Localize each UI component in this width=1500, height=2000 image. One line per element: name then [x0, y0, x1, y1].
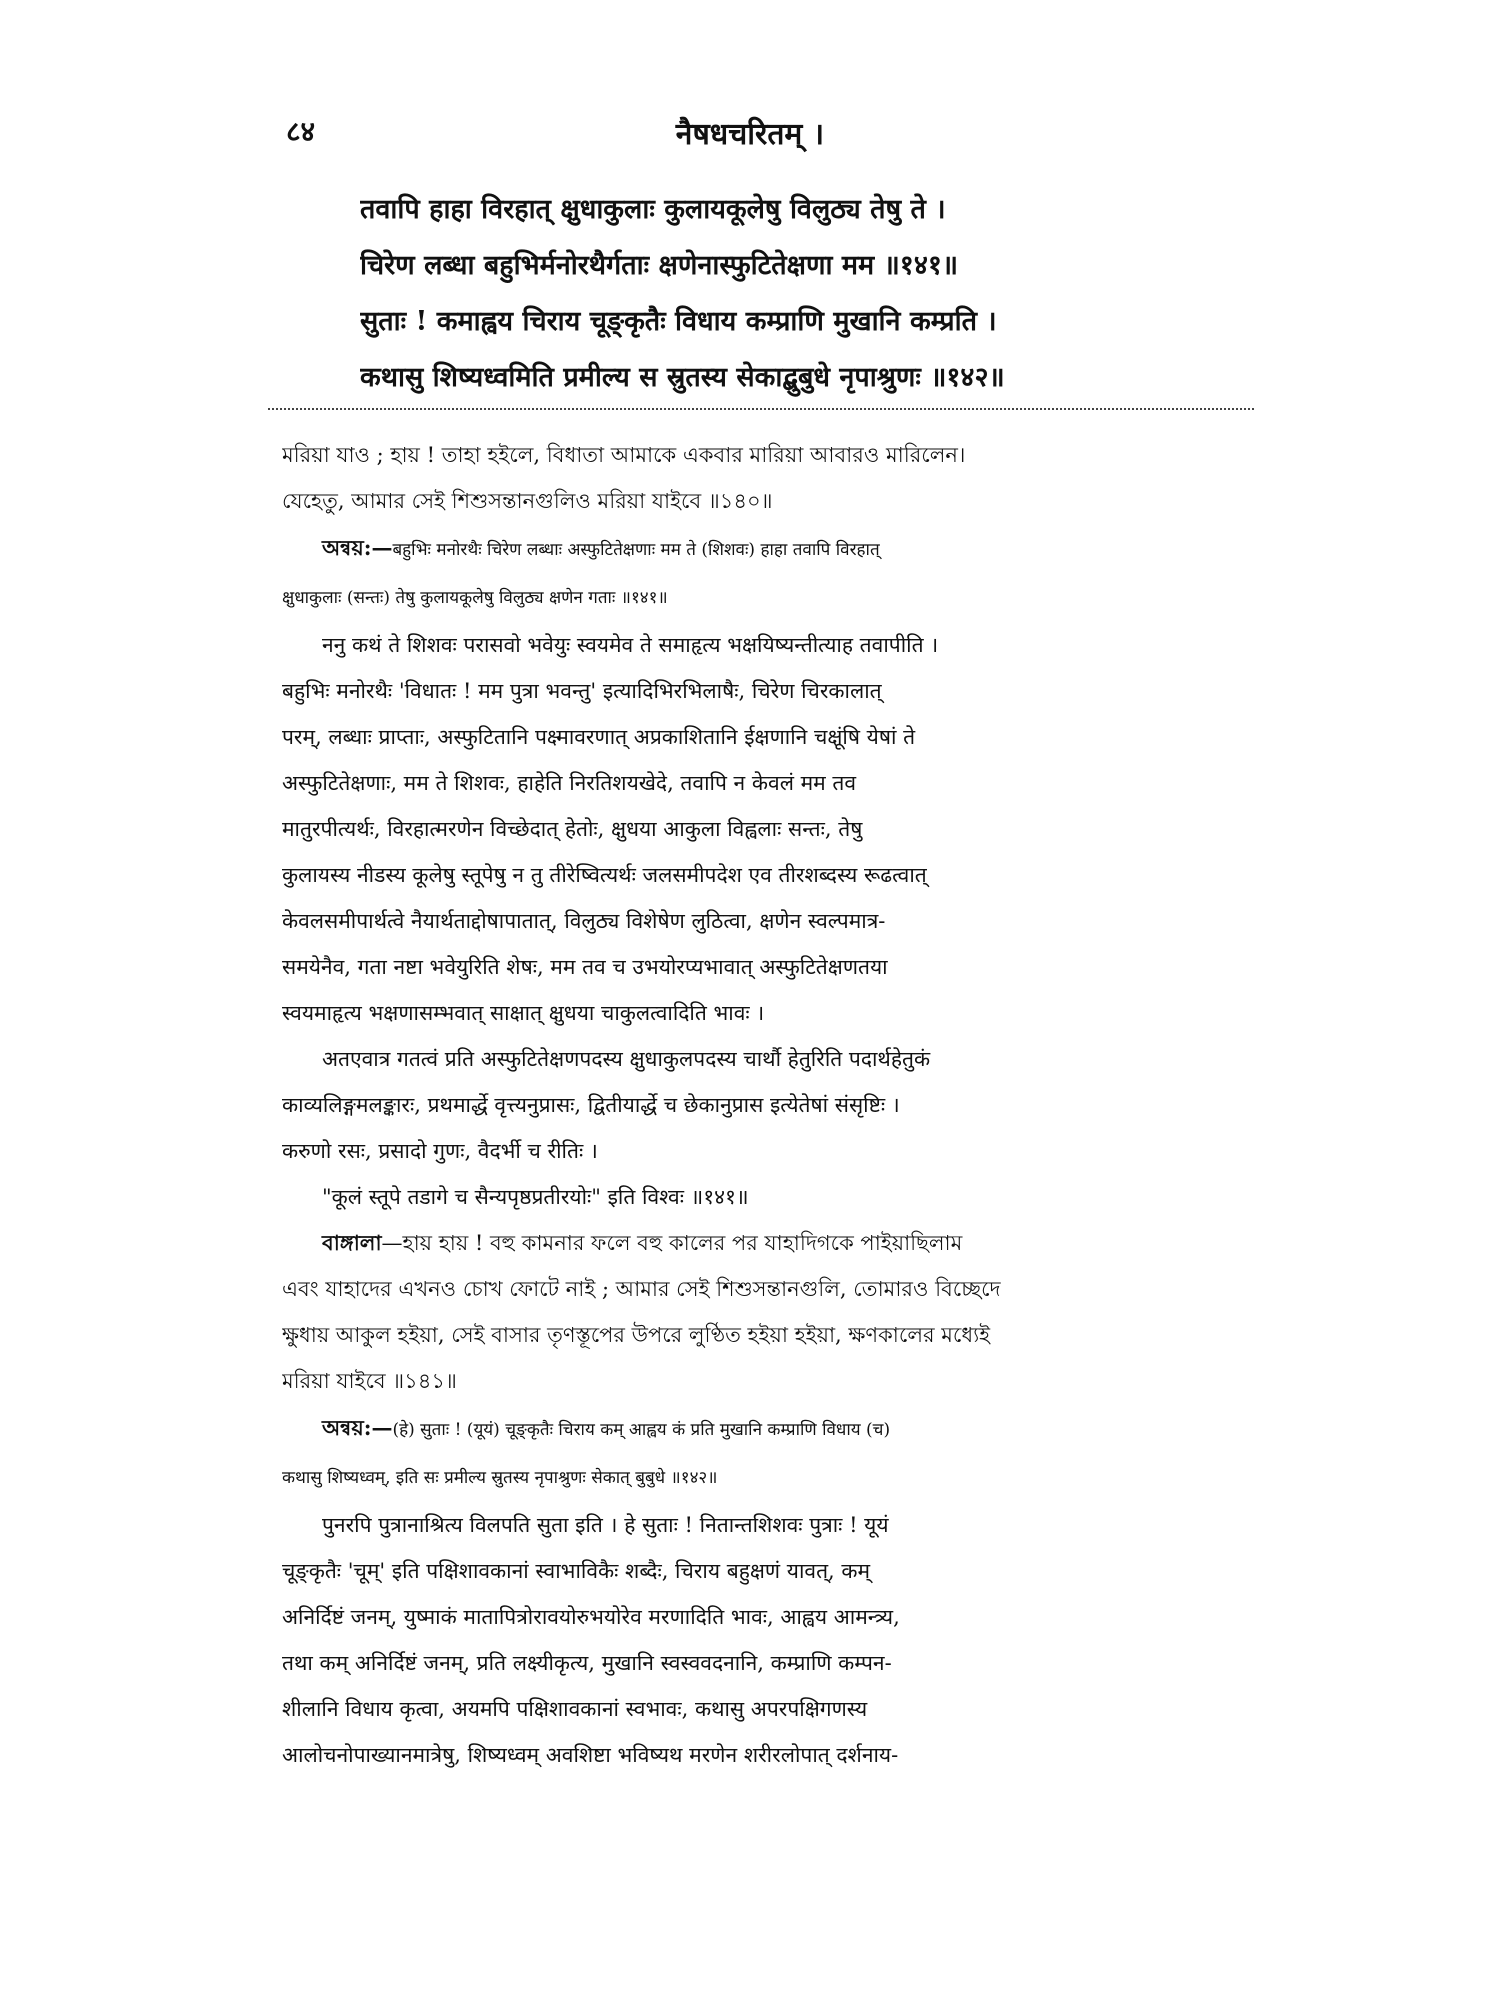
bangala-line: মরিয়া যাইবে ॥১৪১॥ [282, 1369, 457, 1393]
commentary-line: अस्फुटितेक्षणाः, मम ते शिशवः, हाहेति निरतिशयखेदे, तवापि न केवलं मम तव [282, 771, 857, 795]
page-header [0, 112, 1500, 156]
bangala-line: এবং যাহাদের এখনও চোখ ফোটে নাই ; আমার সেই শিশুসন্তানগুলি, তোমারও বিচ্ছেদে [282, 1277, 1001, 1301]
anvaya-line [282, 1404, 1248, 1454]
commentary-line: समयेनैव, गता नष्टा भवेयुरिति शेषः, मम तव च उभयोरप्यभावात् अस्फुटितेक्षणतया [282, 955, 888, 979]
commentary-line: स्वयमाहृत्य भक्षणासम्भवात् साक्षात् क्षुधया चाकुलत्वादिति भावः । [282, 1001, 765, 1025]
commentary-line: आलोचनोपाख्यानमात्रेषु, शिष्यध्वम् अवशिष्टा भविष्यथ मरणेन शरीरलोपात् दर्शनाय- [282, 1743, 899, 1767]
commentary-line: कुलायस्य नीडस्य कूलेषु स्तूपेषु न तु तीरेष्वित्यर्थः जलसमीपदेश एव तीरशब्दस्य रूढत्वात् [282, 863, 927, 887]
commentary-body [282, 432, 1248, 1778]
commentary-line: पुनरपि पुत्रानाश्रित्य विलपति सुता इति । हे सुताः ! नितान्तशिशवः पुत्राः ! यूयं [322, 1513, 889, 1537]
commentary-line: केवलसमीपार्थत्वे नैयार्थताद्दोषापातात्, विलुठ्य विशेषेण लुठित्वा, क्षणेन स्वल्पमात्र- [282, 909, 886, 933]
bengali-translation-line: মরিয়া যাও ; হায় ! তাহা হইলে, বিধাতা আমাকে একবার মারিয়া আবারও মারিলেন। [282, 443, 966, 467]
commentary-line: मातुरपीत्यर्थः, विरहात्मरणेन विच्छेदात् हेतोः, क्षुधया आकुला विह्वलाः सन्तः, तेषु [282, 817, 863, 841]
verse-line: तवापि हाहा विरहात् क्षुधाकुलाः कुलायकूलेषु विलुठ्य तेषु ते । [360, 194, 946, 225]
anvaya-line [282, 524, 1248, 574]
anvaya-label: অন্বয়:— [322, 535, 393, 560]
verse-line: चिरेण लब्धा बहुभिर्मनोरथैर्गताः क्षणेनास्फुटितेक्षणा मम ॥१४१॥ [360, 250, 959, 281]
bangala-line: ক্ষুধায় আকুল হইয়া, সেই বাসার তৃণস্তূপের উপরে লুণ্ঠিত হইয়া হইয়া, ক্ষণকালের মধ্যেই [282, 1323, 991, 1347]
anvaya-label: অন্বয়:— [322, 1415, 393, 1440]
anvaya-text: (हे) सुताः ! (यूयं) चूङ्कृतैः चिराय कम् आह्वय कं प्रति मुखानि कम्प्राणि विधाय (च) [392, 1420, 891, 1440]
anvaya-line: कथासु शिष्यध्वम्, इति सः प्रमील्य स्रुतस्य नृपाश्रुणः सेकात् बुबुधे ॥१४२॥ [282, 1468, 718, 1488]
anvaya-line: क्षुधाकुलाः (सन्तः) तेषु कुलायकूलेषु विलुठ्य क्षणेन गताः ॥१४१॥ [282, 588, 668, 608]
section-divider [268, 408, 1254, 410]
commentary-line: अनिर्दिष्टं जनम्, युष्माकं मातापित्रोरावयोरुभयोरेव मरणादिति भावः, आह्वय आमन्त्र्य, [282, 1605, 900, 1629]
lexicon-quote: "कूलं स्तूपे तडागे च सैन्यपृष्ठप्रतीरयोः" इति विश्वः ॥१४१॥ [322, 1185, 749, 1209]
verse-block [360, 182, 1220, 406]
running-title: नैषधचरितम् । [675, 117, 825, 152]
alankara-line: काव्यलिङ्गमलङ्कारः, प्रथमार्द्धे वृत्त्यनुप्रासः, द्वितीयार्द्धे च छेकानुप्रास इत्येतेषां संसृष्टिः । [282, 1093, 900, 1117]
commentary-line: बहुभिः मनोरथैः 'विधातः ! मम पुत्रा भवन्तु' इत्यादिभिरभिलाषैः, चिरेण चिरकालात् [282, 679, 882, 703]
alankara-line: करुणो रसः, प्रसादो गुणः, वैदर्भी च रीतिः । [282, 1139, 598, 1163]
verse-line: सुताः ! कमाह्वय चिराय चूङ्कृतैः विधाय कम्प्राणि मुखानि कम्प्रति । [360, 306, 997, 337]
commentary-line: शीलानि विधाय कृत्वा, अयमपि पक्षिशावकानां स्वभावः, कथासु अपरपक्षिगणस्य [282, 1697, 868, 1721]
anvaya-text: बहुभिः मनोरथैः चिरेण लब्धाः अस्फुटितेक्षणाः मम ते (शिशवः) हाहा तवापि विरहात् [392, 540, 880, 560]
page-number: ८४ [286, 115, 316, 148]
commentary-line: ननु कथं ते शिशवः परासवो भवेयुः स्वयमेव ते समाहृत्य भक्षयिष्यन्तीत्याह तवापीति । [322, 633, 939, 657]
bangala-label: বাঙ্গালা [322, 1230, 382, 1255]
commentary-line: चूङ्कृतैः 'चूम्' इति पक्षिशावकानां स्वाभाविकैः शब्दैः, चिराय बहुक्षणं यावत्, कम् [282, 1559, 871, 1583]
verse-line: कथासु शिष्यध्वमिति प्रमील्य स स्रुतस्य सेकाद्बुबुधे नृपाश्रुणः ॥१४२॥ [360, 362, 1005, 393]
commentary-line: तथा कम् अनिर्दिष्टं जनम्, प्रति लक्ष्यीकृत्य, मुखानि स्वस्ववदनानि, कम्प्राणि कम्पन- [282, 1651, 892, 1675]
bangala-text: —হায় হায় ! বহু কামনার ফলে বহু কালের পর যাহাদিগকে পাইয়াছিলাম [381, 1231, 963, 1255]
commentary-line: परम्, लब्धाः प्राप्ताः, अस्फुटितानि पक्ष्मावरणात् अप्रकाशितानि ईक्षणानि चक्षूंषि येषां ते [282, 725, 916, 749]
alankara-line: अतएवात्र गतत्वं प्रति अस्फुटितेक्षणपदस्य क्षुधाकुलपदस्य चार्थौ हेतुरिति पदार्थहेतुकं [322, 1047, 931, 1071]
bengali-translation-line: যেহেতু, আমার সেই শিশুসন্তানগুলিও মরিয়া যাইবে ॥১৪০॥ [282, 489, 773, 513]
bangala-line [282, 1220, 1248, 1266]
